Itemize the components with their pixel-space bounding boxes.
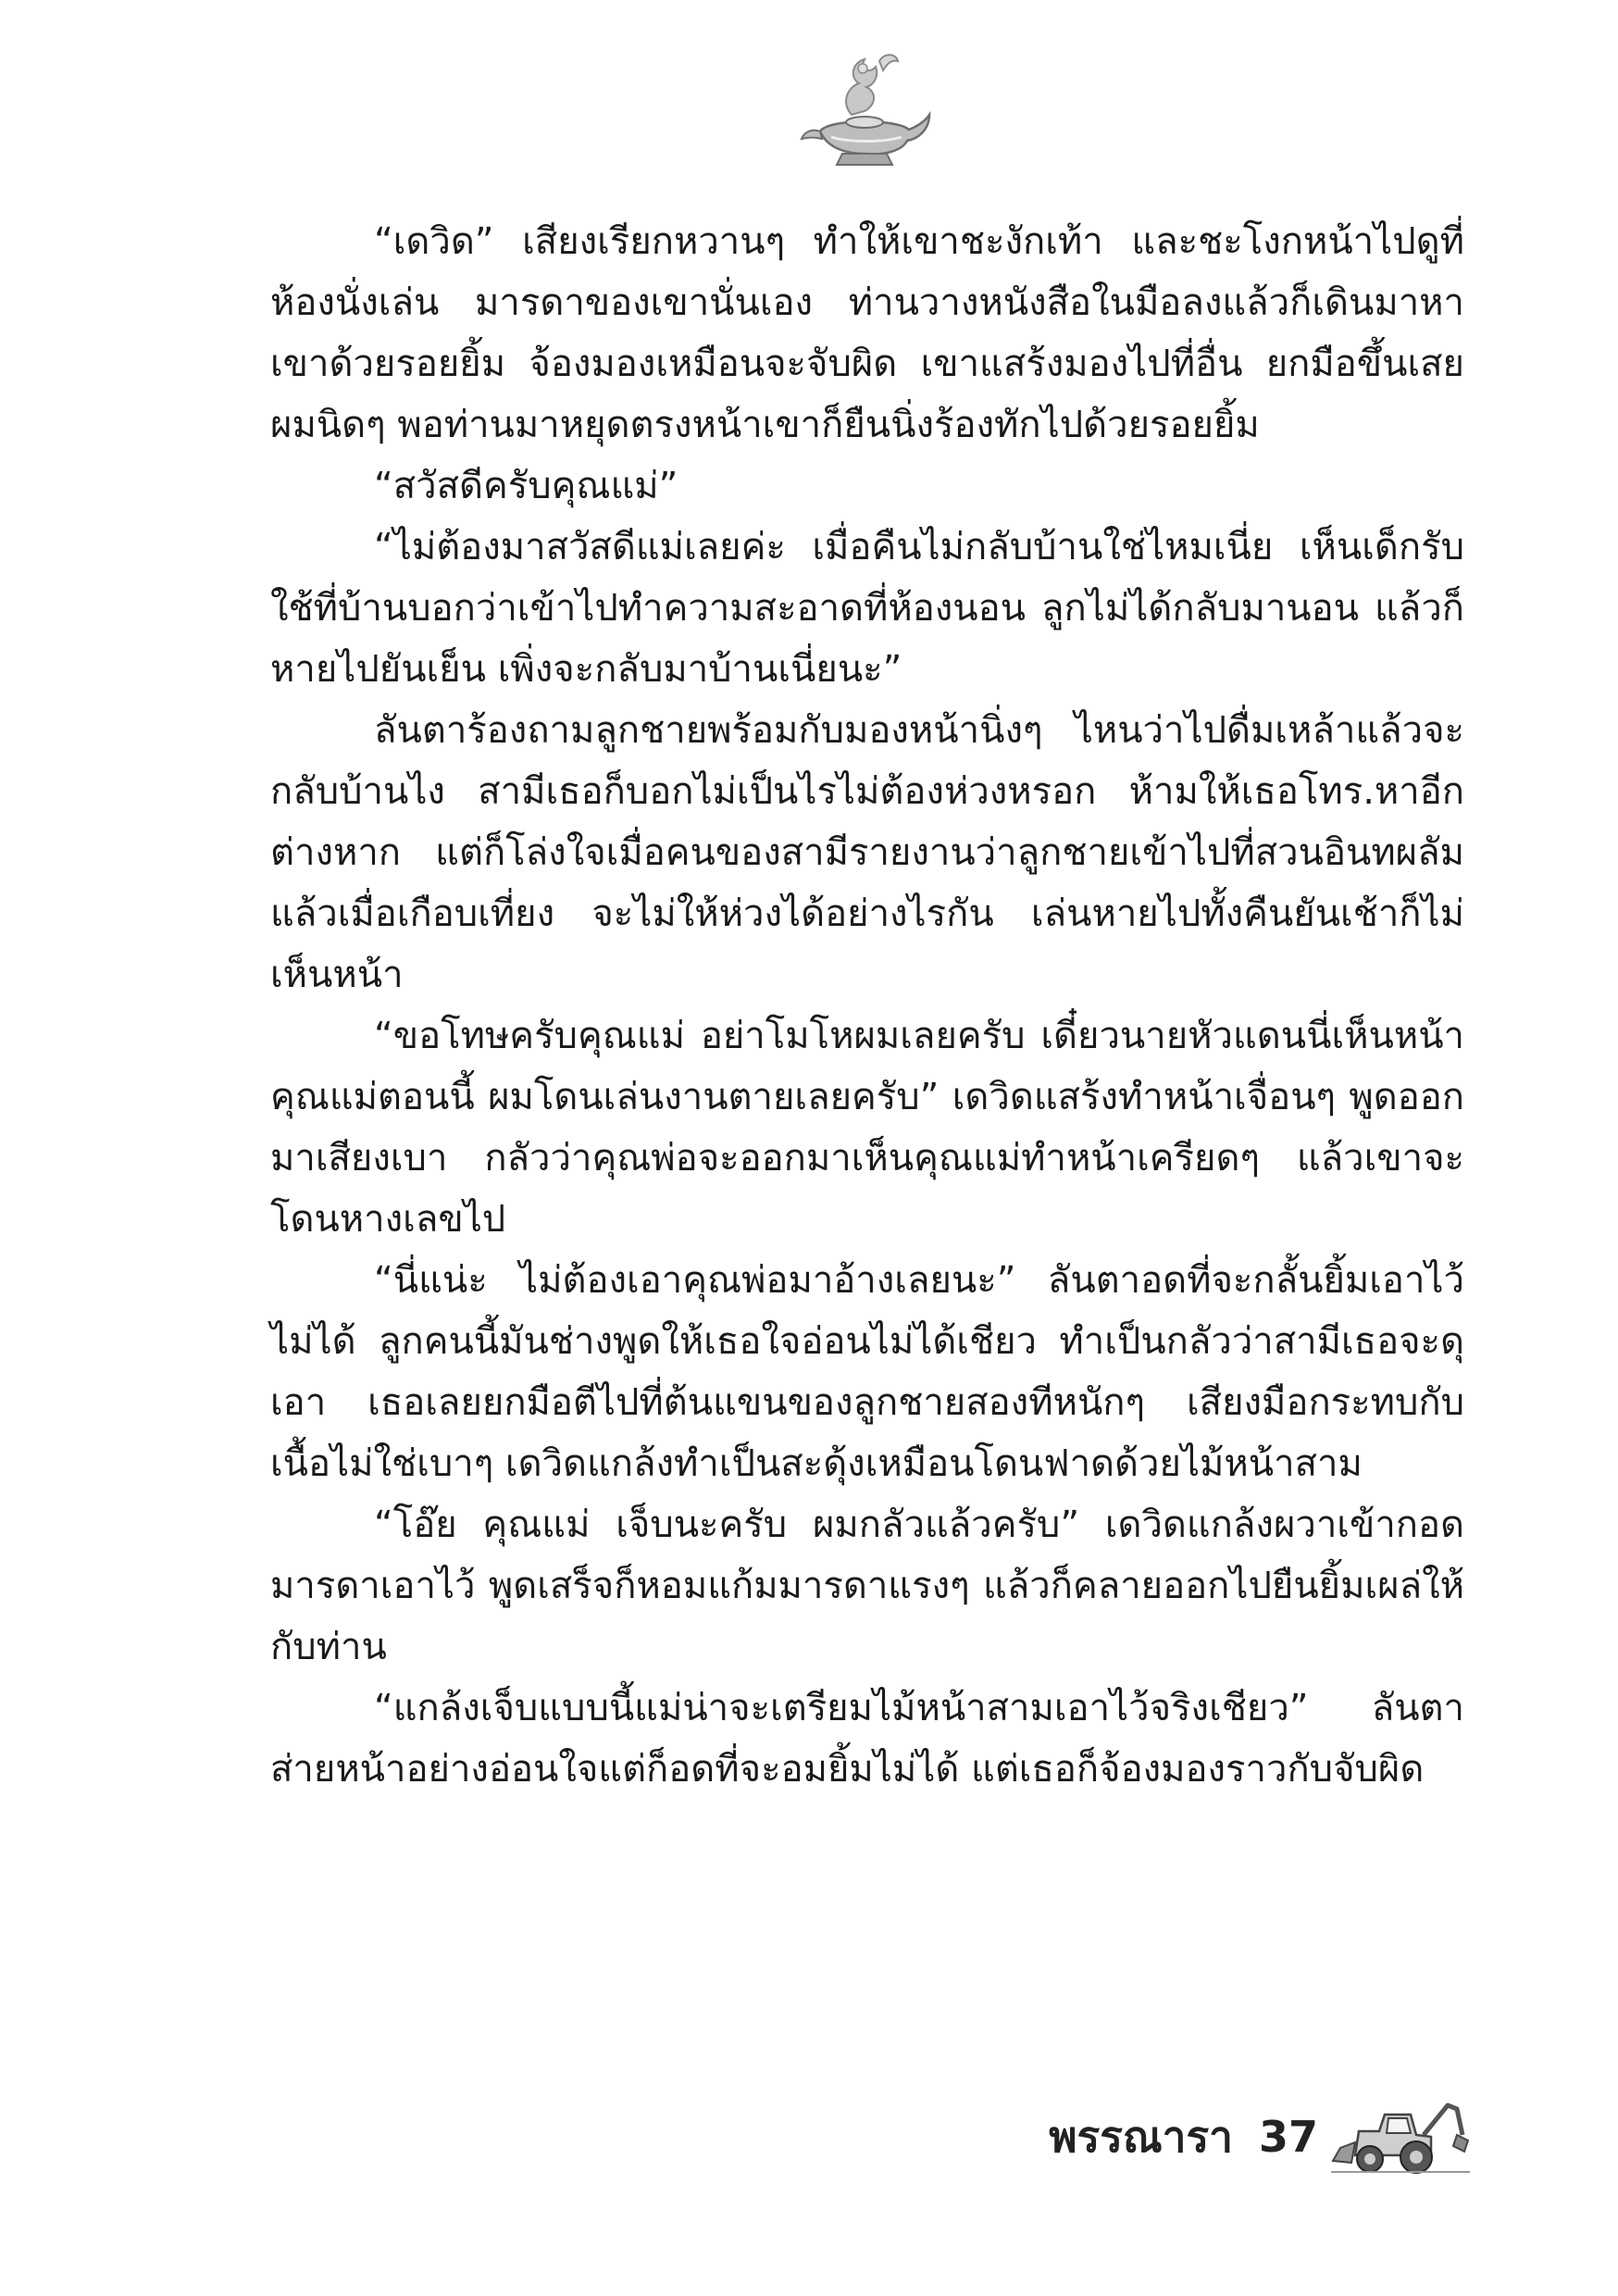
paragraph: “ขอโทษครับคุณแม่ อย่าโมโหผมเลยครับ เดี๋ยวนายหัวแดนนี่เห็นหน้าคุณแม่ตอนนี้ ผมโดนเล่นงานตายเลยครับ” เดวิดแสร้งทำหน้าเจื่อนๆ พูดออกมาเสียงเบา กลัวว่าคุณพ่อจะออกมาเห็นคุณแม่ทำหน้าเครียดๆ แล้วเขาจะโดนหางเลขไป <box>270 1015 1464 1241</box>
paragraph: “ไม่ต้องมาสวัสดีแม่เลยค่ะ เมื่อคืนไม่กลับบ้านใช่ไหมเนี่ย เห็นเด็กรับใช้ที่บ้านบอกว่าเข้าไปทำความสะอาดที่ห้องนอน ลูกไม่ได้กลับมานอน แล้วก็หายไปยันเย็น เพิ่งจะกลับมาบ้านเนี่ยนะ” <box>270 526 1464 691</box>
paragraph: “นี่แน่ะ ไม่ต้องเอาคุณพ่อมาอ้างเลยนะ” ลันตาอดที่จะกลั้นยิ้มเอาไว้ไม่ได้ ลูกคนนี้มันช่างพูดให้เธอใจอ่อนไม่ได้เชียว ทำเป็นกลัวว่าสามีเธอจะดุเอา เธอเลยยกมือตีไปที่ต้นแขนของลูกชายสองทีหนักๆ เสียงมือกระทบกับเนื้อไม่ใช่เบาๆ เดวิดแกล้งทำเป็นสะดุ้งเหมือนโดนฟาดด้วยไม้หน้าสาม <box>270 1259 1464 1485</box>
paragraph: “โอ๊ย คุณแม่ เจ็บนะครับ ผมกลัวแล้วครับ” เดวิดแกล้งผวาเข้ากอดมารดาเอาไว้ พูดเสร็จก็หอมแก้มมารดาแรงๆ แล้วก็คลายออกไปยืนยิ้มเผล่ให้กับท่าน <box>270 1504 1464 1668</box>
backhoe-icon <box>1331 2098 1470 2176</box>
page-number: 37 <box>1258 2112 1318 2162</box>
paragraph: ลันตาร้องถามลูกชายพร้อมกับมองหน้านิ่งๆ ไหนว่าไปดื่มเหล้าแล้วจะกลับบ้านไง สามีเธอก็บอกไม่เป็นไรไม่ต้องห่วงหรอก ห้ามให้เธอโทร.หาอีกต่างหาก แต่ก็โล่งใจเมื่อคนของสามีรายงานว่าลูกชายเข้าไปที่สวนอินทผลัมแล้วเมื่อเกือบเที่ยง จะไม่ให้ห่วงได้อย่างไรกัน เล่นหายไปทั้งคืนยันเช้าก็ไม่เห็นหน้า <box>270 709 1464 996</box>
paragraph: “แกล้งเจ็บแบบนี้แม่น่าจะเตรียมไม้หน้าสามเอาไว้จริงเชียว” ลันตาส่ายหน้าอย่างอ่อนใจแต่ก็อดที่จะอมยิ้มไม่ได้ แต่เธอก็จ้องมองราวกับจับผิด <box>270 1687 1464 1791</box>
paragraph: “สวัสดีครับคุณแม่” <box>374 465 678 507</box>
body-text <box>270 211 1464 1800</box>
book-title: พรรณารา <box>1049 2111 1233 2162</box>
genie-lamp-icon <box>794 46 933 176</box>
paragraph: “เดวิด” เสียงเรียกหวานๆ ทำให้เขาชะงักเท้า และชะโงกหน้าไปดูที่ห้องนั่งเล่น มารดาของเขานั่นเอง ท่านวางหนังสือในมือลงแล้วก็เดินมาหาเขาด้วยรอยยิ้ม จ้องมองเหมือนจะจับผิด เขาแสร้งมองไปที่อื่น ยกมือขึ้นเสยผมนิดๆ พอท่านมาหยุดตรงหน้าเขาก็ยืนนิ่งร้องทักไปด้วยรอยยิ้ม <box>270 220 1464 446</box>
page-footer <box>1049 2100 1470 2174</box>
